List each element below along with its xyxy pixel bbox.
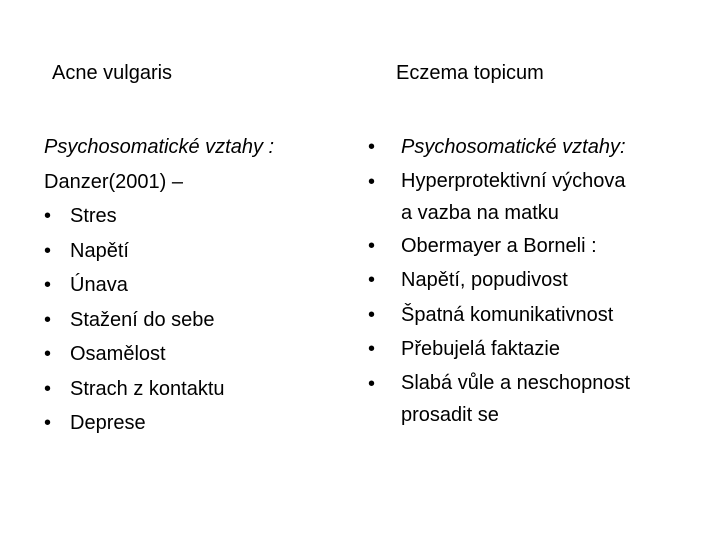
bullet-icon: • [368, 269, 376, 291]
bullet-icon: • [44, 205, 52, 227]
bullet-icon: • [368, 303, 376, 326]
list-item: • Špatná komunikativnost [368, 298, 713, 333]
list-item: • Únava [44, 268, 354, 303]
list-item: • Hyperprotektivní výchova a vazba na matku [368, 165, 713, 229]
bullet-icon: • [368, 372, 376, 395]
list-item: • Psychosomatické vztahy: [368, 130, 713, 165]
list-item: • Deprese [44, 406, 354, 441]
acne-source: Danzer(2001) – [44, 170, 183, 193]
eczema-content [368, 130, 713, 431]
acne-list [44, 199, 354, 441]
eczema-title: Eczema topicum [396, 62, 544, 84]
bullet-icon: • [368, 338, 376, 360]
list-item: • Stažení do sebe [44, 303, 354, 338]
list-item: • Napětí, popudivost [368, 263, 713, 298]
list-item: • Slabá vůle a neschopnost prosadit se [368, 367, 713, 431]
acne-content [44, 130, 354, 441]
bullet-icon: • [44, 343, 52, 365]
bullet-icon: • [44, 412, 52, 434]
eczema-column [360, 0, 720, 540]
eczema-list [368, 130, 713, 431]
list-item: • Stres [44, 199, 354, 234]
list-item: • Napětí [44, 234, 354, 269]
bullet-icon: • [44, 377, 52, 400]
bullet-icon: • [368, 136, 376, 158]
bullet-icon: • [368, 234, 376, 257]
list-item: • Obermayer a Borneli : [368, 229, 713, 264]
list-item: • Osamělost [44, 337, 354, 372]
bullet-icon: • [44, 274, 52, 296]
list-item: • Strach z kontaktu [44, 372, 354, 407]
acne-title: Acne vulgaris [52, 62, 173, 84]
bullet-icon: • [44, 239, 52, 262]
bullet-icon: • [44, 308, 52, 331]
acne-subtitle: Psychosomatické vztahy : [44, 136, 275, 158]
bullet-icon: • [368, 170, 376, 193]
list-item: • Přebujelá faktazie [368, 332, 713, 367]
